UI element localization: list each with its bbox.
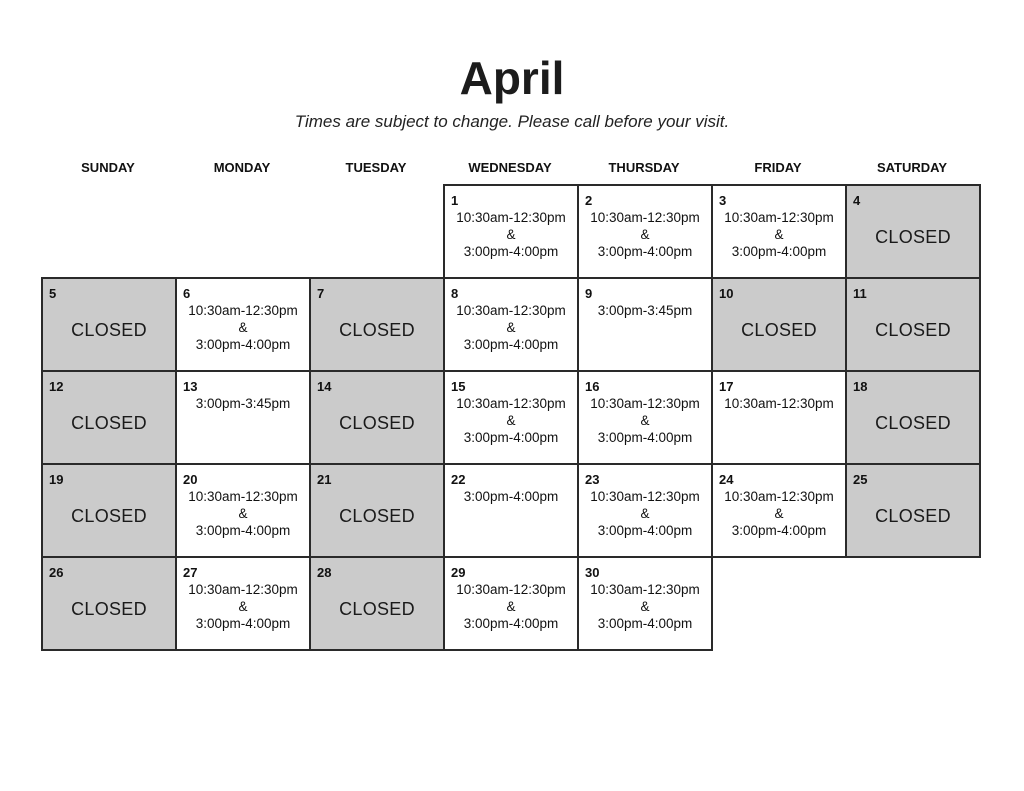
day-cell-5 bbox=[41, 277, 177, 372]
visiting-hours bbox=[445, 395, 577, 446]
visiting-hours bbox=[177, 395, 309, 412]
day-cell-23 bbox=[577, 463, 713, 558]
day-cell-21 bbox=[309, 463, 445, 558]
time-range: 3:00pm-4:00pm bbox=[597, 244, 693, 259]
weekday-wednesday: WEDNESDAY bbox=[468, 160, 552, 175]
day-number: 19 bbox=[49, 472, 64, 487]
time-range: 10:30am-12:30pm bbox=[456, 582, 566, 597]
time-range: 3:00pm-4:00pm bbox=[463, 244, 559, 259]
day-cell-12 bbox=[41, 370, 177, 465]
time-range: 10:30am-12:30pm bbox=[590, 489, 700, 504]
day-cell-7 bbox=[309, 277, 445, 372]
day-cell-28 bbox=[309, 556, 445, 651]
day-number: 7 bbox=[317, 286, 325, 301]
day-number: 12 bbox=[49, 379, 64, 394]
weekday-sunday: SUNDAY bbox=[81, 160, 135, 175]
day-number: 6 bbox=[183, 286, 191, 301]
day-number: 28 bbox=[317, 565, 332, 580]
day-cell-3 bbox=[711, 184, 847, 279]
day-number: 9 bbox=[585, 286, 593, 301]
visiting-hours bbox=[177, 581, 309, 632]
day-number: 29 bbox=[451, 565, 466, 580]
time-range: 3:00pm-3:45pm bbox=[195, 396, 291, 411]
day-number: 25 bbox=[853, 472, 868, 487]
day-cell-18 bbox=[845, 370, 981, 465]
time-range: 10:30am-12:30pm bbox=[456, 396, 566, 411]
time-range: 10:30am-12:30pm bbox=[724, 210, 834, 225]
time-range: 3:00pm-3:45pm bbox=[597, 303, 693, 318]
closed-label: CLOSED bbox=[339, 413, 415, 433]
day-number: 1 bbox=[451, 193, 459, 208]
closed-label: CLOSED bbox=[875, 320, 951, 340]
closed-label: CLOSED bbox=[741, 320, 817, 340]
day-number: 16 bbox=[585, 379, 600, 394]
weekday-monday: MONDAY bbox=[213, 160, 271, 175]
closed-label: CLOSED bbox=[71, 506, 147, 526]
time-range: 3:00pm-4:00pm bbox=[597, 430, 693, 445]
visiting-hours bbox=[177, 488, 309, 539]
day-number: 26 bbox=[49, 565, 64, 580]
closed-label: CLOSED bbox=[339, 506, 415, 526]
visiting-hours bbox=[445, 581, 577, 632]
day-cell-2 bbox=[577, 184, 713, 279]
time-range: 10:30am-12:30pm bbox=[590, 210, 700, 225]
time-range: 10:30am-12:30pm bbox=[724, 396, 834, 411]
visiting-hours bbox=[713, 488, 845, 539]
time-range: 3:00pm-4:00pm bbox=[597, 523, 693, 538]
day-cell-11 bbox=[845, 277, 981, 372]
day-cell-22 bbox=[443, 463, 579, 558]
day-number: 10 bbox=[719, 286, 734, 301]
time-range: 3:00pm-4:00pm bbox=[195, 523, 291, 538]
day-cell-27 bbox=[175, 556, 311, 651]
day-number: 24 bbox=[719, 472, 734, 487]
closed-label: CLOSED bbox=[71, 413, 147, 433]
times-separator: & bbox=[640, 413, 650, 428]
time-range: 3:00pm-4:00pm bbox=[463, 430, 559, 445]
times-separator: & bbox=[238, 599, 248, 614]
closed-label: CLOSED bbox=[875, 413, 951, 433]
times-separator: & bbox=[774, 506, 784, 521]
day-number: 20 bbox=[183, 472, 198, 487]
time-range: 3:00pm-4:00pm bbox=[463, 337, 559, 352]
visiting-hours bbox=[177, 302, 309, 353]
day-number: 11 bbox=[853, 286, 867, 301]
time-range: 10:30am-12:30pm bbox=[188, 303, 298, 318]
time-range: 10:30am-12:30pm bbox=[188, 582, 298, 597]
day-cell-19 bbox=[41, 463, 177, 558]
day-cell-13 bbox=[175, 370, 311, 465]
day-cell-6 bbox=[175, 277, 311, 372]
times-separator: & bbox=[238, 506, 248, 521]
day-number: 15 bbox=[451, 379, 466, 394]
time-range: 3:00pm-4:00pm bbox=[463, 489, 559, 504]
closed-label: CLOSED bbox=[71, 320, 147, 340]
visiting-hours bbox=[445, 209, 577, 260]
times-separator: & bbox=[506, 320, 516, 335]
day-cell-8 bbox=[443, 277, 579, 372]
closed-label: CLOSED bbox=[339, 320, 415, 340]
day-number: 2 bbox=[585, 193, 593, 208]
day-number: 14 bbox=[317, 379, 332, 394]
closed-label: CLOSED bbox=[339, 599, 415, 619]
day-cell-26 bbox=[41, 556, 177, 651]
day-cell-16 bbox=[577, 370, 713, 465]
time-range: 3:00pm-4:00pm bbox=[597, 616, 693, 631]
day-number: 22 bbox=[451, 472, 466, 487]
day-cell-29 bbox=[443, 556, 579, 651]
times-separator: & bbox=[640, 506, 650, 521]
time-range: 3:00pm-4:00pm bbox=[195, 337, 291, 352]
closed-label: CLOSED bbox=[71, 599, 147, 619]
day-cell-1 bbox=[443, 184, 579, 279]
visiting-hours bbox=[579, 209, 711, 260]
time-range: 3:00pm-4:00pm bbox=[195, 616, 291, 631]
times-separator: & bbox=[774, 227, 784, 242]
time-range: 3:00pm-4:00pm bbox=[731, 244, 827, 259]
day-number: 30 bbox=[585, 565, 600, 580]
day-number: 18 bbox=[853, 379, 868, 394]
time-range: 3:00pm-4:00pm bbox=[731, 523, 827, 538]
day-number: 21 bbox=[317, 472, 332, 487]
visiting-hours bbox=[579, 581, 711, 632]
day-cell-10 bbox=[711, 277, 847, 372]
time-range: 3:00pm-4:00pm bbox=[463, 616, 559, 631]
schedule-note: Times are subject to change. Please call before your visit. bbox=[294, 112, 730, 131]
day-number: 13 bbox=[183, 379, 198, 394]
times-separator: & bbox=[640, 227, 650, 242]
weekday-saturday: SATURDAY bbox=[876, 160, 948, 175]
visiting-hours bbox=[713, 395, 845, 412]
day-number: 4 bbox=[853, 193, 861, 208]
day-cell-30 bbox=[577, 556, 713, 651]
day-cell-24 bbox=[711, 463, 847, 558]
time-range: 10:30am-12:30pm bbox=[456, 210, 566, 225]
day-cell-17 bbox=[711, 370, 847, 465]
weekday-thursday: THURSDAY bbox=[608, 160, 680, 175]
day-number: 23 bbox=[585, 472, 600, 487]
day-cell-25 bbox=[845, 463, 981, 558]
visiting-hours bbox=[579, 395, 711, 446]
day-cell-20 bbox=[175, 463, 311, 558]
time-range: 10:30am-12:30pm bbox=[590, 582, 700, 597]
visiting-hours bbox=[445, 488, 577, 505]
time-range: 10:30am-12:30pm bbox=[456, 303, 566, 318]
day-cell-15 bbox=[443, 370, 579, 465]
times-separator: & bbox=[506, 227, 516, 242]
visiting-hours bbox=[579, 488, 711, 539]
visiting-hours bbox=[445, 302, 577, 353]
times-separator: & bbox=[640, 599, 650, 614]
time-range: 10:30am-12:30pm bbox=[188, 489, 298, 504]
day-number: 8 bbox=[451, 286, 459, 301]
month-title: April bbox=[459, 52, 565, 104]
day-cell-14 bbox=[309, 370, 445, 465]
closed-label: CLOSED bbox=[875, 506, 951, 526]
times-separator: & bbox=[238, 320, 248, 335]
day-number: 27 bbox=[183, 565, 198, 580]
weekday-friday: FRIDAY bbox=[754, 160, 802, 175]
time-range: 10:30am-12:30pm bbox=[724, 489, 834, 504]
visiting-hours bbox=[713, 209, 845, 260]
weekday-tuesday: TUESDAY bbox=[345, 160, 407, 175]
day-number: 3 bbox=[719, 193, 727, 208]
day-number: 5 bbox=[49, 286, 57, 301]
times-separator: & bbox=[506, 413, 516, 428]
day-number: 17 bbox=[719, 379, 734, 394]
closed-label: CLOSED bbox=[875, 227, 951, 247]
day-cell-4 bbox=[845, 184, 981, 279]
time-range: 10:30am-12:30pm bbox=[590, 396, 700, 411]
day-cell-9 bbox=[577, 277, 713, 372]
visiting-hours bbox=[579, 302, 711, 319]
times-separator: & bbox=[506, 599, 516, 614]
